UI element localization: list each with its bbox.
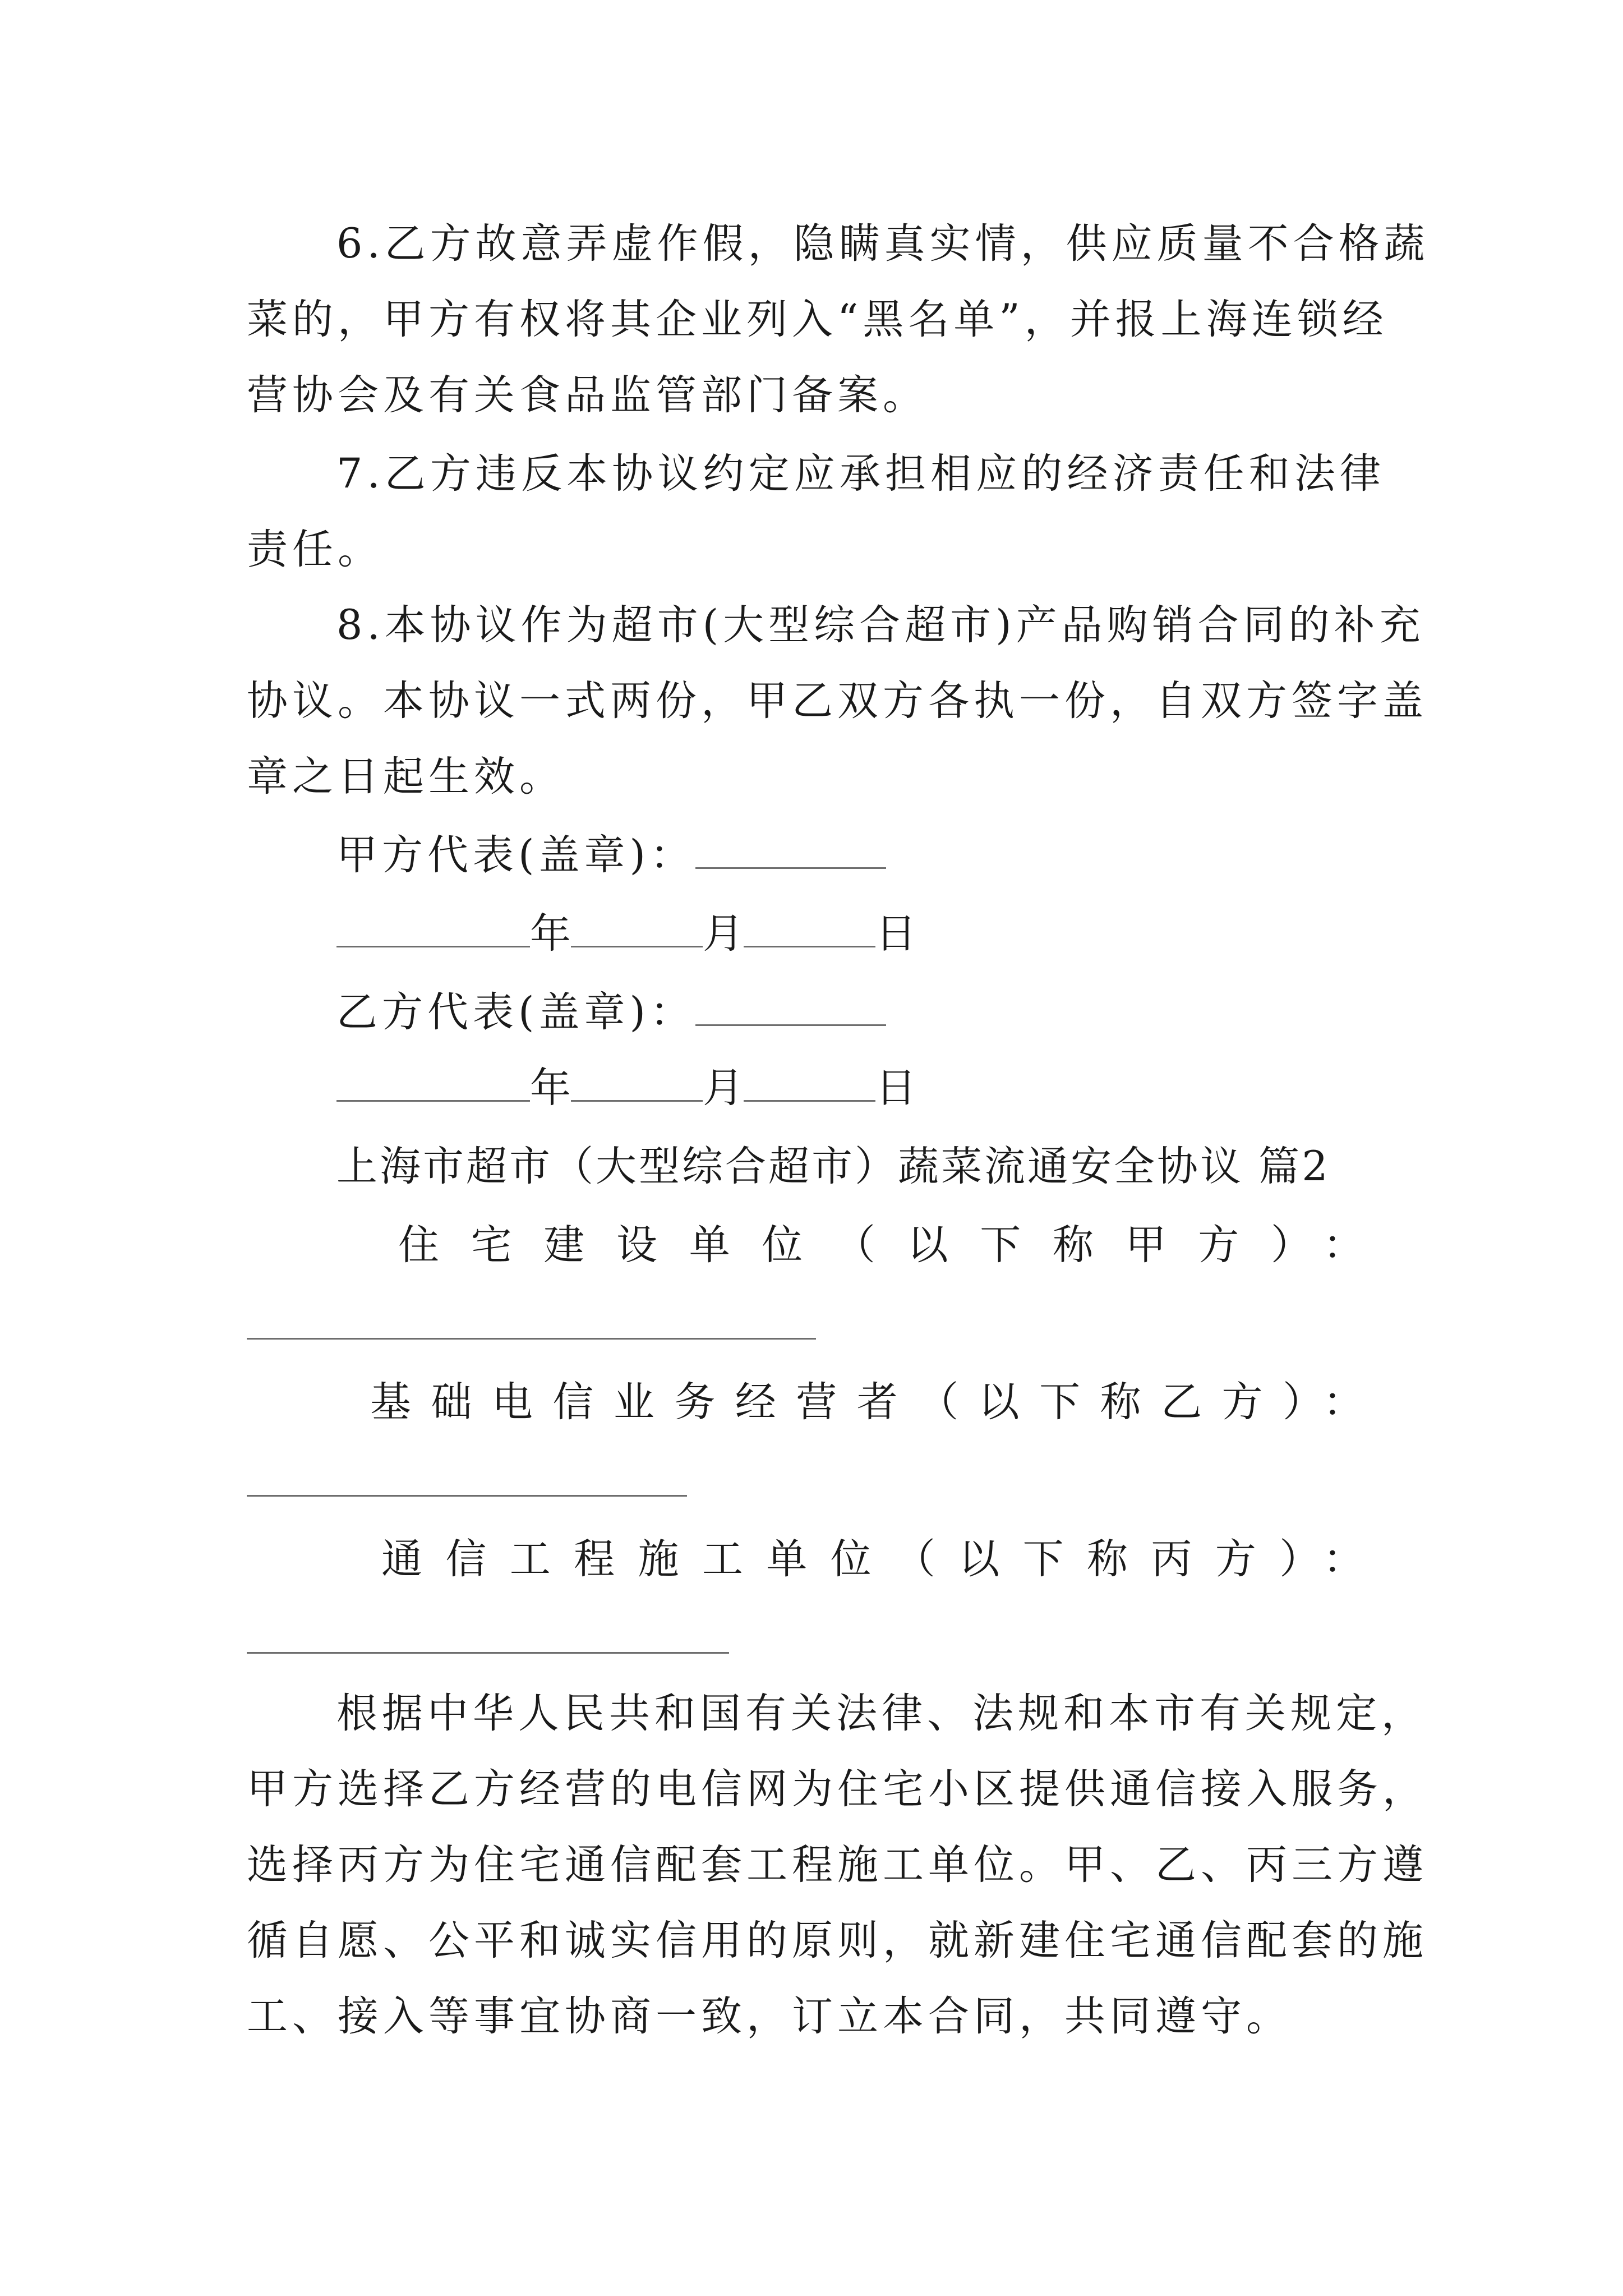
party-b-year-label: 年: [530, 1064, 571, 1112]
party-a-month-blank[interactable]: [571, 911, 703, 947]
party-a-day-blank[interactable]: [744, 911, 875, 947]
item6-line2: 菜的，甲方有权将其企业列入“黑名单”，并报上海连锁经: [247, 296, 1388, 343]
section2-title: 上海市超市（大型综合超市）蔬菜流通安全协议 篇2: [336, 1143, 1330, 1190]
item8-line2: 协议。本协议一式两份，甲乙双方各执一份，自双方签字盖: [247, 677, 1428, 725]
party-a-year-blank[interactable]: [336, 911, 530, 947]
party-a-year-label: 年: [530, 910, 571, 958]
party-c-name-line[interactable]: [247, 1652, 729, 1654]
preamble-line2: 甲方选择乙方经营的电信网为住宅小区提供通信接入服务，: [247, 1765, 1428, 1813]
item8-line1: 8.本协议作为超市(大型综合超市)产品购销合同的补充: [336, 601, 1425, 649]
party-b-day-blank[interactable]: [744, 1065, 875, 1102]
party-b-name-line[interactable]: [247, 1495, 687, 1497]
item6-line3: 营协会及有关食品监管部门备案。: [247, 371, 928, 419]
preamble-line1: 根据中华人民共和国有关法律、法规和本市有关规定，: [336, 1690, 1427, 1737]
party-b-signature-row: [336, 987, 886, 1038]
party-b-date-row: [336, 1063, 916, 1114]
item6-line1: 6.乙方故意弄虚作假，隐瞒真实情，供应质量不合格蔬: [336, 220, 1430, 268]
party-b-day-label: 日: [875, 1064, 916, 1112]
preamble-line3: 选择丙方为住宅通信配套工程施工单位。甲、乙、丙三方遵: [247, 1841, 1428, 1889]
party-a-heading: 住宅建设单位（以下称甲方）：: [398, 1221, 1368, 1269]
party-c-heading: 通信工程施工单位（以下称丙方）：: [381, 1535, 1368, 1583]
party-b-month-label: 月: [703, 1064, 744, 1112]
preamble-line4: 循自愿、公平和诚实信用的原则，就新建住宅通信配套的施: [247, 1917, 1428, 1964]
party-b-signature-label: 乙方代表(盖章)：: [336, 988, 695, 1036]
preamble-line5: 工、接入等事宜协商一致，订立本合同，共同遵守。: [247, 1993, 1292, 2040]
item7-line2: 责任。: [247, 526, 383, 573]
party-a-signature-row: [336, 830, 886, 881]
party-a-signature-label: 甲方代表(盖章)：: [336, 831, 695, 879]
party-a-day-label: 日: [875, 910, 916, 958]
item7-line1: 7.乙方违反本协议约定应承担相应的经济责任和法律: [336, 450, 1385, 498]
item8-line3: 章之日起生效。: [247, 753, 565, 800]
party-a-name-line[interactable]: [247, 1338, 816, 1340]
party-b-heading: 基础电信业务经营者（以下称乙方）：: [370, 1378, 1368, 1426]
party-a-signature-blank[interactable]: [695, 832, 886, 869]
party-a-date-row: [336, 909, 916, 959]
party-a-month-label: 月: [703, 910, 744, 958]
party-b-month-blank[interactable]: [571, 1065, 703, 1102]
party-b-year-blank[interactable]: [336, 1065, 530, 1102]
party-b-signature-blank[interactable]: [695, 990, 886, 1026]
